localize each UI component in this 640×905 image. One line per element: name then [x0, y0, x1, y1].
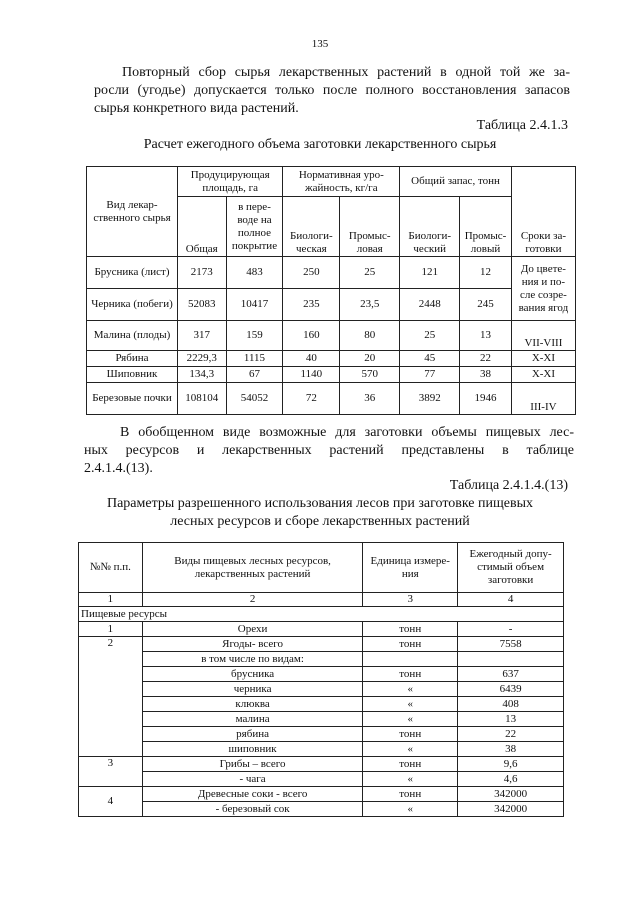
cell-volume: 342000	[458, 802, 564, 817]
cell-unit: «	[363, 712, 458, 727]
cell-kind: Орехи	[142, 622, 362, 637]
header-species: Вид лекар- ственного сырья	[87, 167, 178, 257]
cell-unit: тонн	[363, 787, 458, 802]
cell-unit: «	[363, 682, 458, 697]
col-number: 4	[458, 593, 564, 607]
table-row	[79, 772, 564, 787]
cell-unit: тонн	[363, 622, 458, 637]
cell-value: 45	[400, 351, 460, 367]
paragraph-summary	[84, 424, 574, 478]
header-unit: Единица измере- ния	[363, 543, 458, 593]
paragraph-line: Повторный сбор сырья лекарственных растений в одной той же за-	[122, 65, 570, 80]
cell-value: 36	[340, 383, 400, 415]
cell-value: 2173	[177, 257, 226, 289]
table-row	[87, 383, 576, 415]
cell-value: 12	[460, 257, 512, 289]
cell-value: 570	[340, 367, 400, 383]
cell-kind: Ягоды- всего	[142, 637, 362, 652]
page-number: 135	[311, 38, 329, 50]
cell-term: X-XI	[511, 367, 575, 383]
cell-unit	[363, 652, 458, 667]
cell-value: 22	[460, 351, 512, 367]
cell-volume: -	[458, 622, 564, 637]
cell-volume: 408	[458, 697, 564, 712]
header-area-full: в пере- воде на полное покрытие	[226, 197, 283, 257]
section-header: Пищевые ресурсы	[79, 607, 564, 622]
cell-unit: тонн	[363, 637, 458, 652]
cell-species: Шиповник	[87, 367, 178, 383]
header-area-total: Общая	[177, 197, 226, 257]
cell-volume: 637	[458, 667, 564, 682]
cell-value: 1140	[283, 367, 340, 383]
cell-value: 160	[283, 321, 340, 351]
cell-value: 38	[460, 367, 512, 383]
cell-value: 134,3	[177, 367, 226, 383]
cell-value: 317	[177, 321, 226, 351]
cell-kind: черника	[142, 682, 362, 697]
cell-value: 1946	[460, 383, 512, 415]
table-row	[87, 351, 576, 367]
cell-term: III-IV	[511, 383, 575, 415]
cell-kind: клюква	[142, 697, 362, 712]
header-yield-bio: Биологи- ческая	[283, 197, 340, 257]
cell-volume: 9,6	[458, 757, 564, 772]
cell-num: 2	[79, 637, 143, 757]
table-row	[79, 637, 564, 652]
cell-value: 40	[283, 351, 340, 367]
cell-unit: тонн	[363, 667, 458, 682]
cell-value: 52083	[177, 289, 226, 321]
table-row	[79, 727, 564, 742]
cell-value: 13	[460, 321, 512, 351]
table-row	[79, 712, 564, 727]
table-row	[79, 622, 564, 637]
cell-num: 1	[79, 622, 143, 637]
cell-kind: - чага	[142, 772, 362, 787]
cell-volume: 22	[458, 727, 564, 742]
cell-value: 25	[400, 321, 460, 351]
cell-kind: малина	[142, 712, 362, 727]
cell-value: 67	[226, 367, 283, 383]
header-yield-ind: Промыс- ловая	[340, 197, 400, 257]
cell-term: X-XI	[511, 351, 575, 367]
cell-species: Березовые почки	[87, 383, 178, 415]
table-row	[87, 367, 576, 383]
cell-unit: «	[363, 697, 458, 712]
table1	[86, 166, 576, 415]
cell-volume: 6439	[458, 682, 564, 697]
paragraph-line: 2.4.1.4.(13).	[84, 461, 153, 476]
table-row	[79, 757, 564, 772]
cell-value: 483	[226, 257, 283, 289]
cell-species: Черника (побеги)	[87, 289, 178, 321]
header-stock-ind: Промыс- ловый	[460, 197, 512, 257]
cell-value: 72	[283, 383, 340, 415]
cell-volume: 13	[458, 712, 564, 727]
cell-kind: шиповник	[142, 742, 362, 757]
col-number: 3	[363, 593, 458, 607]
table-row	[79, 802, 564, 817]
cell-species: Рябина	[87, 351, 178, 367]
table-row	[79, 652, 564, 667]
cell-volume: 4,6	[458, 772, 564, 787]
cell-value: 245	[460, 289, 512, 321]
cell-value: 23,5	[340, 289, 400, 321]
table-row	[79, 697, 564, 712]
cell-value: 54052	[226, 383, 283, 415]
col-number: 1	[79, 593, 143, 607]
cell-value: 250	[283, 257, 340, 289]
table-row	[87, 289, 576, 321]
table-row	[79, 682, 564, 697]
cell-unit: «	[363, 772, 458, 787]
table-row	[79, 667, 564, 682]
col-number: 2	[142, 593, 362, 607]
cell-value: 2229,3	[177, 351, 226, 367]
cell-num: 4	[79, 787, 143, 817]
table2-caption	[70, 495, 570, 531]
cell-kind: - березовый сок	[142, 802, 362, 817]
header-terms: Сроки за- готовки	[511, 167, 575, 257]
cell-value: 2448	[400, 289, 460, 321]
caption-line: лесных ресурсов и сборе лекарственных растений	[170, 514, 470, 529]
cell-value: 77	[400, 367, 460, 383]
header-area: Продуцирующая площадь, га	[177, 167, 282, 197]
header-stock: Общий запас, тонн	[400, 167, 512, 197]
cell-unit: «	[363, 742, 458, 757]
table2-label: Таблица 2.4.1.4.(13)	[449, 478, 568, 493]
cell-kind: Грибы – всего	[142, 757, 362, 772]
table-row	[87, 321, 576, 351]
table-row	[79, 787, 564, 802]
cell-species: Малина (плоды)	[87, 321, 178, 351]
cell-term: VII-VIII	[511, 321, 575, 351]
header-yield: Нормативная уро- жайность, кг/га	[283, 167, 400, 197]
table1-label: Таблица 2.4.1.3	[476, 118, 568, 133]
cell-value: 1115	[226, 351, 283, 367]
cell-value: 235	[283, 289, 340, 321]
header-num: №№ п.п.	[79, 543, 143, 593]
cell-unit: тонн	[363, 757, 458, 772]
cell-value: 25	[340, 257, 400, 289]
caption-line: Параметры разрешенного использования лесов при заготовке пищевых	[106, 496, 534, 511]
cell-unit: тонн	[363, 727, 458, 742]
paragraph-line: росли (угодье) допускается только после полного восстановления запасов	[94, 83, 570, 98]
table2	[78, 542, 564, 817]
header-stock-bio: Биологи- ческий	[400, 197, 460, 257]
paragraph-line: ных ресурсов и лекарственных растений представлены в таблице	[84, 443, 574, 458]
cell-value: 108104	[177, 383, 226, 415]
cell-value: 121	[400, 257, 460, 289]
table-row	[79, 742, 564, 757]
cell-value: 20	[340, 351, 400, 367]
paragraph-line: сырья конкретного вида растений.	[94, 101, 299, 116]
cell-value: 10417	[226, 289, 283, 321]
table-row	[87, 257, 576, 289]
cell-kind: брусника	[142, 667, 362, 682]
cell-kind: в том числе по видам:	[142, 652, 362, 667]
cell-volume: 38	[458, 742, 564, 757]
cell-volume: 7558	[458, 637, 564, 652]
cell-value: 80	[340, 321, 400, 351]
cell-num: 3	[79, 757, 143, 787]
cell-unit: «	[363, 802, 458, 817]
cell-kind: рябина	[142, 727, 362, 742]
cell-value: 159	[226, 321, 283, 351]
cell-species: Брусника (лист)	[87, 257, 178, 289]
cell-term-merged: До цвете- ния и по- сле созре- вания ягод	[511, 257, 575, 321]
header-kind: Виды пищевых лесных ресурсов, лекарственных растений	[142, 543, 362, 593]
cell-volume: 342000	[458, 787, 564, 802]
cell-value: 3892	[400, 383, 460, 415]
cell-volume	[458, 652, 564, 667]
table1-caption: Расчет ежегодного объема заготовки лекарственного сырья	[143, 137, 497, 152]
header-volume: Ежегодный допу- стимый объем заготовки	[458, 543, 564, 593]
paragraph-line: В обобщенном виде возможные для заготовки объемы пищевых лес-	[120, 425, 574, 440]
cell-kind: Древесные соки - всего	[142, 787, 362, 802]
paragraph-intro	[94, 64, 570, 118]
